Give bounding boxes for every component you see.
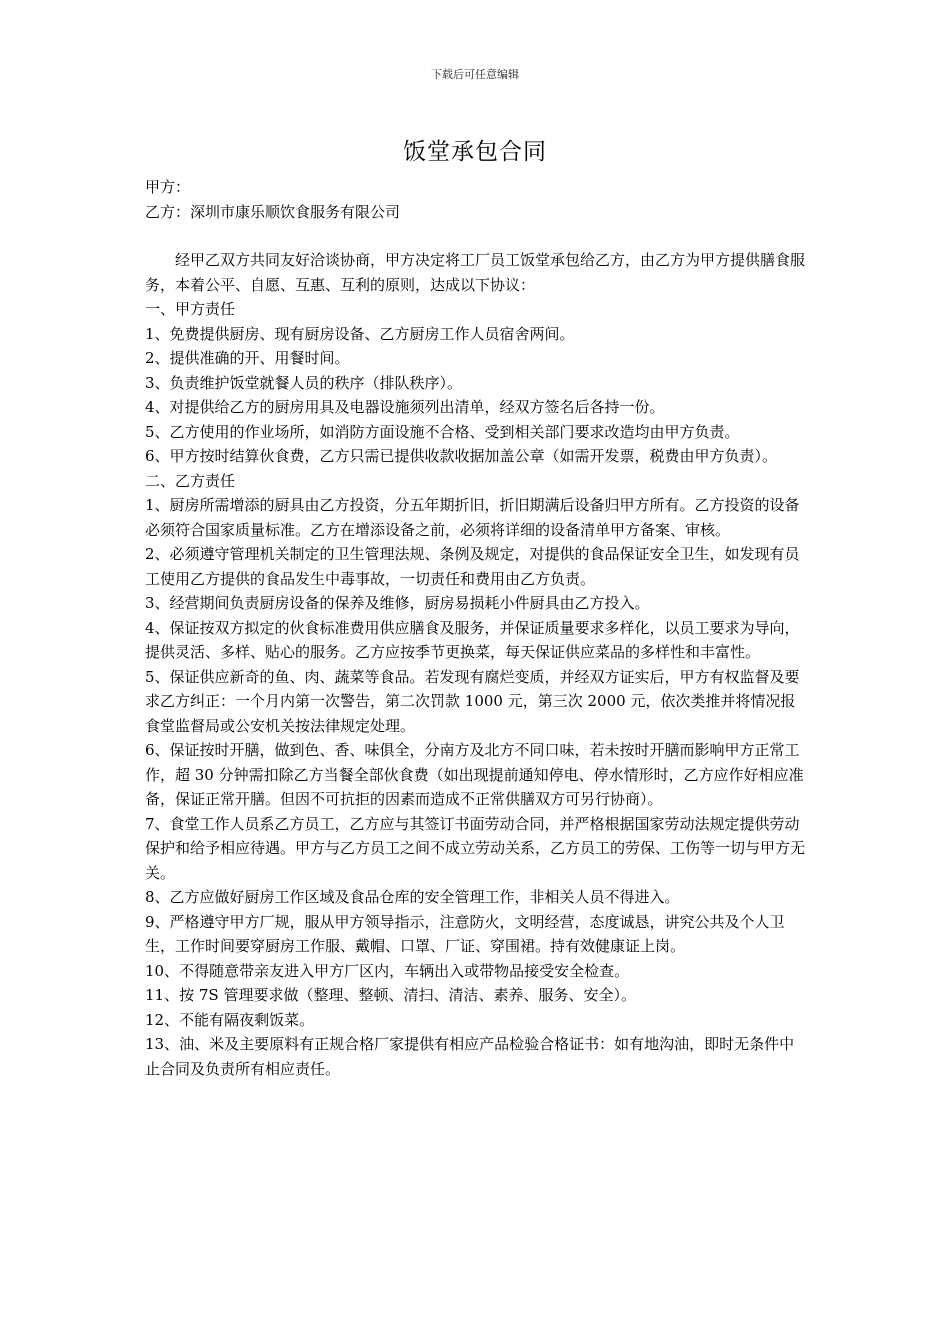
list-item: 9、严格遵守甲方厂规，服从甲方领导指示，注意防火，文明经营，态度诚恳，讲究公共及个人卫生，工作时间要穿厨房工作服、戴帽、口罩、厂证、穿围裙。持有效健康证上岗。 xyxy=(145,912,785,955)
page-header-note: 下载后可任意编辑 xyxy=(431,68,519,81)
list-item: 6、保证按时开膳，做到色、香、味俱全，分南方及北方不同口味，若未按时开膳而影响甲方正常工作，超 30 分钟需扣除乙方当餐全部伙食费（如出现提前通知停电、停水情形时，乙方应作好相应准备，保证正常开膳。但因不可抗拒的因素而造成不正常供膳双方可另行协商）。 xyxy=(145,741,804,808)
list-item: 10、不得随意带亲友进入甲方厂区内，车辆出入或带物品接受安全检查。 xyxy=(145,961,630,980)
intro-paragraph: 经甲乙双方共同友好洽谈协商，甲方决定将工厂员工饭堂承包给乙方，由乙方为甲方提供膳食服务，本着公平、自愿、互惠、互利的原则，达成以下协议： xyxy=(145,251,806,294)
list-item: 5、保证供应新奇的鱼、肉、蔬菜等食品。若发现有腐烂变质，并经双方证实后，甲方有权监督及要求乙方纠正：一个月内第一次警告，第二次罚款 1000 元，第三次 2000 元，依次类推并将情况报食堂监督局或公安机关按法律规定处理。 xyxy=(145,667,800,735)
list-item: 3、经营期间负责厨房设备的保养及维修，厨房易损耗小件厨具由乙方投入。 xyxy=(145,594,650,612)
list-item: 12、不能有隔夜剩饭菜。 xyxy=(145,1010,315,1029)
list-item: 5、乙方使用的作业场所，如消防方面设施不合格、受到相关部门要求改造均由甲方负责。 xyxy=(145,422,740,441)
list-item: 1、免费提供厨房、现有厨房设备、乙方厨房工作人员宿舍两间。 xyxy=(145,324,575,343)
list-item: 6、甲方按时结算伙食费，乙方只需已提供收款收据加盖公章（如需开发票，税费由甲方负责）。 xyxy=(145,447,778,465)
list-item: 2、必须遵守管理机关制定的卫生管理法规、条例及规定，对提供的食品保证安全卫生，如发现有员工使用乙方提供的食品发生中毒事故，一切责任和费用由乙方负责。 xyxy=(145,545,800,588)
list-item: 4、保证按双方拟定的伙食标准费用供应膳食及服务，并保证质量要求多样化，以员工要求为导向，提供灵活、多样、贴心的服务。乙方应按季节更换菜，每天保证供应菜品的多样性和丰富性。 xyxy=(145,618,800,661)
party-a-line: 甲方： xyxy=(145,178,191,196)
list-item: 13、油、米及主要原料有正规合格厂家提供有相应产品检验合格证书：如有地沟油，即时无条件中止合同及负责所有相应责任。 xyxy=(145,1035,795,1078)
list-item: 3、负责维护饭堂就餐人员的秩序（排队秩序）。 xyxy=(145,373,463,392)
document-body xyxy=(145,175,809,1081)
party-b-line: 乙方：深圳市康乐顺饮食服务有限公司 xyxy=(145,202,401,221)
list-item: 7、食堂工作人员系乙方员工，乙方应与其签订书面劳动合同，并严格根据国家劳动法规定提供劳动保护和给予相应待遇。甲方与乙方员工之间不成立劳动关系，乙方员工的劳保、工伤等一切与甲方无关。 xyxy=(145,814,806,882)
list-item: 11、按 7S 管理要求做（整理、整顿、清扫、清洁、素养、服务、安全）。 xyxy=(145,986,636,1004)
list-item: 4、对提供给乙方的厨房用具及电器设施须列出清单，经双方签名后各持一份。 xyxy=(145,398,665,416)
section-heading-party-a: 一、甲方责任 xyxy=(145,300,236,318)
section-heading-party-b: 二、乙方责任 xyxy=(145,471,236,490)
list-item: 1、厨房所需增添的厨具由乙方投资，分五年期折旧，折旧期满后设备归甲方所有。乙方投资的设备必须符合国家质量标准。乙方在增添设备之前，必须将详细的设备清单甲方备案、审核。 xyxy=(145,496,800,539)
blank-line xyxy=(145,224,809,248)
document-title: 饭堂承包合同 xyxy=(403,139,547,165)
list-item: 2、提供准确的开、用餐时间。 xyxy=(145,349,350,367)
list-item: 8、乙方应做好厨房工作区域及食品仓库的安全管理工作，非相关人员不得进入。 xyxy=(145,888,680,906)
